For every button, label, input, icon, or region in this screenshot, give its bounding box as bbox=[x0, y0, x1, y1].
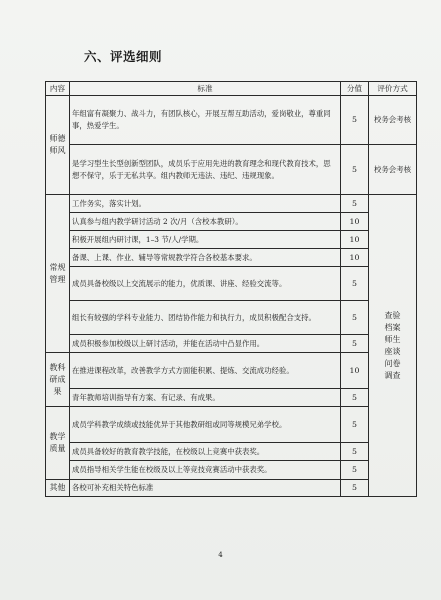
score-cell: 5 bbox=[341, 195, 369, 213]
table-row bbox=[46, 213, 417, 231]
score-cell: 5 bbox=[341, 461, 369, 480]
standard-cell: 认真参与组内教学研讨活动 2 次/月（含校本教研）。 bbox=[70, 213, 341, 231]
score-cell: 10 bbox=[341, 231, 369, 249]
method-cell: 校务会考核 bbox=[369, 145, 417, 195]
score-cell: 5 bbox=[341, 443, 369, 461]
standard-cell: 组长有较强的学科专业能力、团结协作能力和执行力，成员积极配合支持。 bbox=[70, 301, 341, 335]
score-cell: 10 bbox=[341, 353, 369, 389]
standard-cell: 工作务实，落实计划。 bbox=[70, 195, 341, 213]
score-cell: 5 bbox=[341, 480, 369, 497]
score-cell: 5 bbox=[341, 301, 369, 335]
table-header-row bbox=[46, 82, 417, 96]
table-row bbox=[46, 407, 417, 443]
criteria-table bbox=[45, 81, 417, 497]
table-row bbox=[46, 480, 417, 497]
table-row bbox=[46, 96, 417, 145]
score-cell: 5 bbox=[341, 96, 369, 145]
score-cell: 5 bbox=[341, 389, 369, 407]
table-row bbox=[46, 249, 417, 267]
category-routine: 常规 管理 bbox=[46, 195, 70, 353]
category-research: 教科 研成 果 bbox=[46, 353, 70, 407]
standard-cell: 备课、上课、作业、辅导等常规教学符合各校基本要求。 bbox=[70, 249, 341, 267]
score-cell: 5 bbox=[341, 407, 369, 443]
standard-cell: 是学习型生长型创新型团队，成员乐于应用先进的教育理念和现代教育技术，思想不保守，乐于无私共享。组内教师无违法、违纪、违规现象。 bbox=[70, 145, 341, 195]
table-row bbox=[46, 335, 417, 353]
page-number: 4 bbox=[218, 551, 223, 559]
section-title: 六、评选细则 bbox=[84, 49, 163, 64]
header-standard: 标准 bbox=[70, 82, 341, 96]
category-other: 其他 bbox=[46, 480, 70, 497]
table-row bbox=[46, 353, 417, 389]
table-row bbox=[46, 145, 417, 195]
standard-cell: 积极开展组内研讨课，1–3 节/人/学期。 bbox=[70, 231, 341, 249]
table-row bbox=[46, 301, 417, 335]
table-row bbox=[46, 231, 417, 249]
table-row bbox=[46, 267, 417, 301]
score-cell: 5 bbox=[341, 267, 369, 301]
standard-cell: 年组富有凝聚力、战斗力，有团队核心，开展互帮互助活动，爱岗敬业，尊重同事，热爱学生。 bbox=[70, 96, 341, 145]
standard-cell: 成员具备较好的教育教学技能，在校级以上竞赛中获表奖。 bbox=[70, 443, 341, 461]
header-method: 评价方式 bbox=[369, 82, 417, 96]
table-row bbox=[46, 461, 417, 480]
header-content: 内容 bbox=[46, 82, 70, 96]
score-cell: 5 bbox=[341, 335, 369, 353]
table-row bbox=[46, 195, 417, 213]
table-row bbox=[46, 389, 417, 407]
standard-cell: 在推进课程改革，改善教学方式方面能积累、提炼、交流成功经验。 bbox=[70, 353, 341, 389]
standard-cell: 各校可补充相关特色标准 bbox=[70, 480, 341, 497]
category-ethics: 师德 师风 bbox=[46, 96, 70, 195]
category-quality: 教学 质量 bbox=[46, 407, 70, 480]
standard-cell: 成员学科教学成绩或技能优异于其他教研组或同等规模兄弟学校。 bbox=[70, 407, 341, 443]
method-cell: 校务会考核 bbox=[369, 96, 417, 145]
score-cell: 10 bbox=[341, 249, 369, 267]
score-cell: 10 bbox=[341, 213, 369, 231]
standard-cell: 成员指导相关学生能在校级及以上等竞技竞赛活动中获表奖。 bbox=[70, 461, 341, 480]
standard-cell: 青年教师培训指导有方案、有记录、有成果。 bbox=[70, 389, 341, 407]
standard-cell: 成员具备校级以上交流展示的能力，优质课、讲座、经验交流等。 bbox=[70, 267, 341, 301]
header-score: 分值 bbox=[341, 82, 369, 96]
method-merged-cell: 查验 档案 师生 座谈 问卷 调查 bbox=[369, 195, 417, 497]
standard-cell: 成员积极参加校级以上研讨活动，并能在活动中凸显作用。 bbox=[70, 335, 341, 353]
table-row bbox=[46, 443, 417, 461]
score-cell: 5 bbox=[341, 145, 369, 195]
